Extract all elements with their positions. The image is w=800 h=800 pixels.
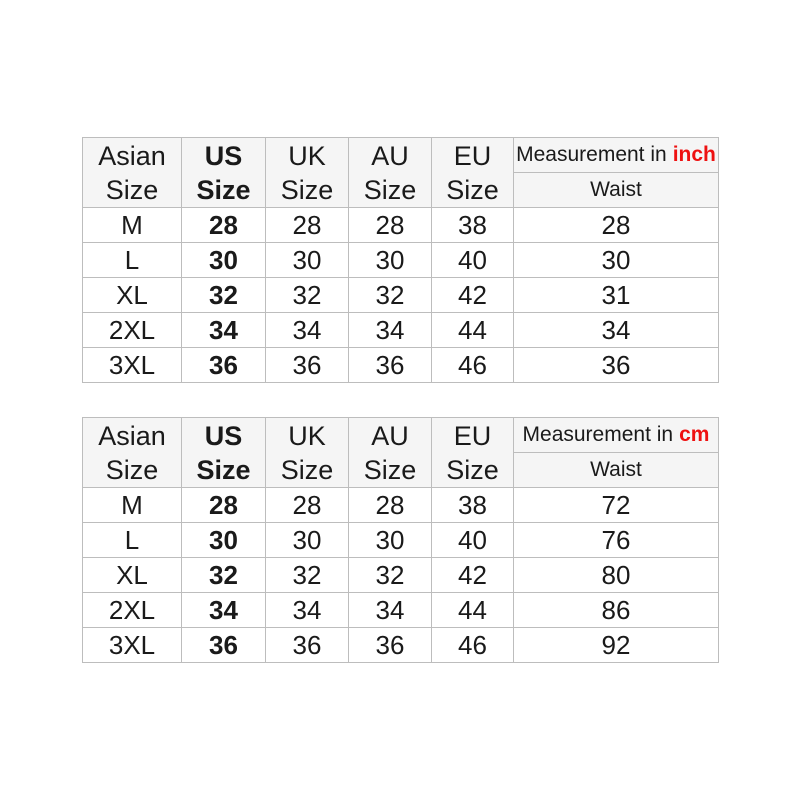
cell-uk-size: 36 (266, 348, 349, 383)
measurement-unit: inch (672, 143, 716, 166)
cell-au-size: 30 (349, 243, 432, 278)
cell-au-size: 30 (349, 523, 432, 558)
header-eu-size: EU Size (432, 418, 514, 488)
header-waist: Waist (514, 173, 719, 208)
cell-eu-size: 40 (432, 523, 514, 558)
cell-us-size: 36 (182, 348, 266, 383)
cell-uk-size: 30 (266, 243, 349, 278)
cell-us-size: 32 (182, 558, 266, 593)
cell-au-size: 32 (349, 278, 432, 313)
table-row (83, 488, 719, 523)
cell-us-size: 34 (182, 593, 266, 628)
cell-asian-size: 3XL (83, 348, 182, 383)
cell-uk-size: 28 (266, 488, 349, 523)
header-au-size: AU Size (349, 418, 432, 488)
cell-au-size: 34 (349, 313, 432, 348)
cell-waist: 31 (514, 278, 719, 313)
cell-waist: 92 (514, 628, 719, 663)
cell-us-size: 28 (182, 208, 266, 243)
cell-eu-size: 42 (432, 558, 514, 593)
table-row (83, 243, 719, 278)
cell-eu-size: 42 (432, 278, 514, 313)
header-measurement (514, 418, 719, 453)
header-uk-size: UK Size (266, 138, 349, 208)
table-row (83, 278, 719, 313)
cell-waist: 80 (514, 558, 719, 593)
cell-us-size: 28 (182, 488, 266, 523)
cell-uk-size: 34 (266, 593, 349, 628)
cell-asian-size: 2XL (83, 593, 182, 628)
table-row (83, 208, 719, 243)
cell-au-size: 36 (349, 628, 432, 663)
table-row (83, 628, 719, 663)
cell-uk-size: 30 (266, 523, 349, 558)
header-us-size: US Size (182, 138, 266, 208)
cell-asian-size: XL (83, 558, 182, 593)
header-au-size: AU Size (349, 138, 432, 208)
cell-waist: 86 (514, 593, 719, 628)
cell-au-size: 34 (349, 593, 432, 628)
table-body (83, 488, 719, 663)
table-row (83, 523, 719, 558)
cell-au-size: 32 (349, 558, 432, 593)
table-body (83, 208, 719, 383)
cell-eu-size: 46 (432, 348, 514, 383)
cell-asian-size: 3XL (83, 628, 182, 663)
cell-asian-size: M (83, 488, 182, 523)
table-header (83, 418, 719, 488)
header-measurement (514, 138, 719, 173)
table-row (83, 593, 719, 628)
header-asian-size: Asian Size (83, 418, 182, 488)
header-uk-size: UK Size (266, 418, 349, 488)
cell-uk-size: 34 (266, 313, 349, 348)
cell-us-size: 34 (182, 313, 266, 348)
cell-au-size: 28 (349, 488, 432, 523)
cell-uk-size: 28 (266, 208, 349, 243)
cell-us-size: 32 (182, 278, 266, 313)
header-row-top (83, 138, 719, 173)
cell-au-size: 36 (349, 348, 432, 383)
cell-uk-size: 32 (266, 558, 349, 593)
cell-asian-size: XL (83, 278, 182, 313)
cell-eu-size: 38 (432, 208, 514, 243)
size-table-inch (82, 137, 719, 383)
cell-asian-size: 2XL (83, 313, 182, 348)
measurement-unit: cm (679, 423, 710, 446)
cell-eu-size: 46 (432, 628, 514, 663)
cell-us-size: 30 (182, 523, 266, 558)
cell-waist: 72 (514, 488, 719, 523)
header-asian-size: Asian Size (83, 138, 182, 208)
table-header (83, 138, 719, 208)
cell-waist: 36 (514, 348, 719, 383)
cell-eu-size: 44 (432, 313, 514, 348)
header-eu-size: EU Size (432, 138, 514, 208)
header-row-top (83, 418, 719, 453)
cell-eu-size: 38 (432, 488, 514, 523)
table-row (83, 348, 719, 383)
cell-asian-size: M (83, 208, 182, 243)
table-row (83, 313, 719, 348)
cell-waist: 28 (514, 208, 719, 243)
cell-us-size: 30 (182, 243, 266, 278)
measurement-prefix: Measurement in (516, 143, 667, 166)
header-us-size: US Size (182, 418, 266, 488)
table-row (83, 558, 719, 593)
cell-asian-size: L (83, 243, 182, 278)
cell-eu-size: 44 (432, 593, 514, 628)
header-waist: Waist (514, 453, 719, 488)
cell-uk-size: 32 (266, 278, 349, 313)
cell-us-size: 36 (182, 628, 266, 663)
size-table-cm (82, 417, 719, 663)
measurement-prefix: Measurement in (522, 423, 674, 446)
cell-uk-size: 36 (266, 628, 349, 663)
cell-waist: 34 (514, 313, 719, 348)
cell-au-size: 28 (349, 208, 432, 243)
cell-asian-size: L (83, 523, 182, 558)
cell-waist: 30 (514, 243, 719, 278)
cell-waist: 76 (514, 523, 719, 558)
cell-eu-size: 40 (432, 243, 514, 278)
